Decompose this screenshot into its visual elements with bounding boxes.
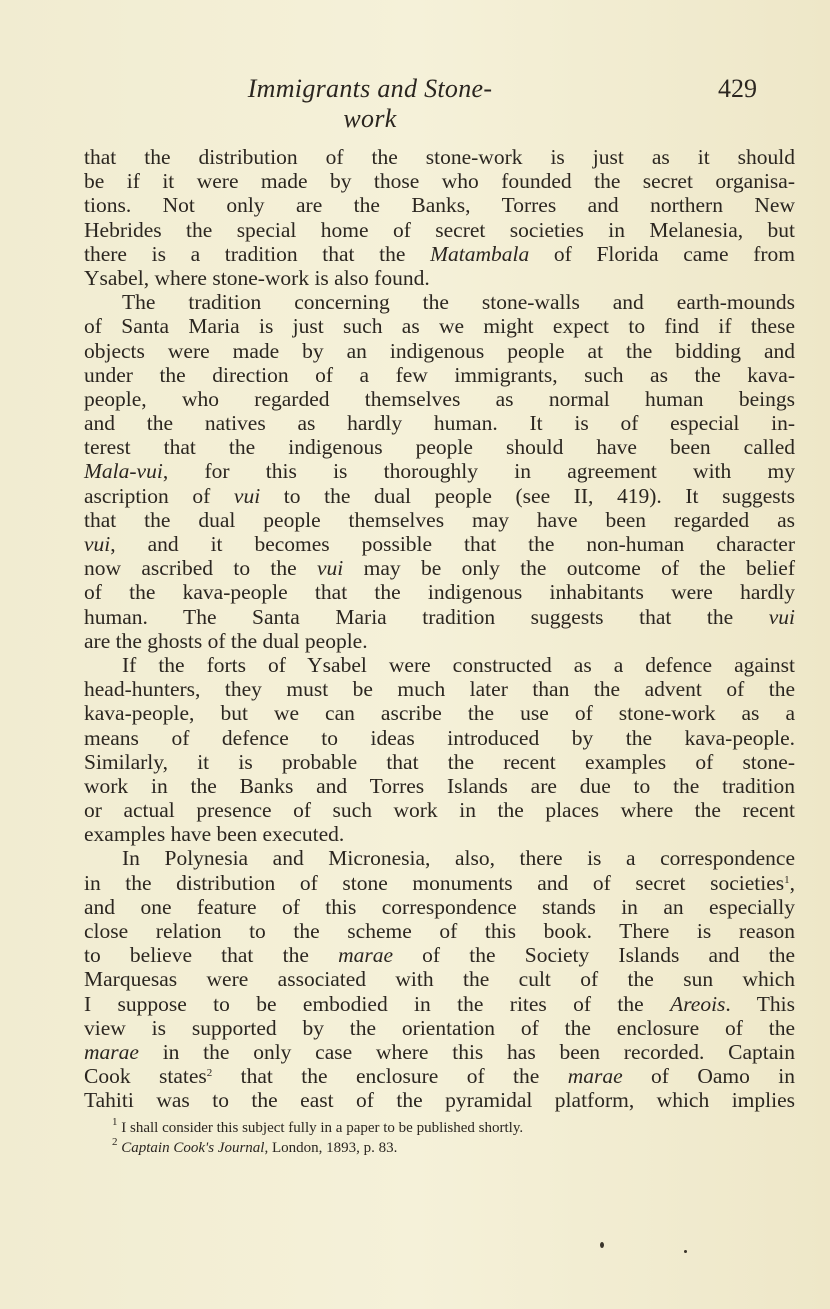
footnote-ref: 1 — [112, 1116, 118, 1128]
text-line — [84, 822, 795, 846]
text-run: in the only case where this has been recorded. Captain — [138, 1039, 795, 1064]
text-line — [84, 677, 795, 701]
italic-text: vui — [233, 483, 261, 508]
text-line — [84, 629, 795, 653]
text-run: that the distribution of the stone-work is just as it should — [84, 145, 795, 169]
text-line — [84, 218, 795, 242]
text-line — [84, 580, 795, 604]
footnotes — [112, 1118, 732, 1158]
italic-text: marae — [84, 1039, 139, 1064]
text-run: under the direction of a few immigrants, such as the kava- — [84, 362, 795, 387]
footnote — [112, 1118, 732, 1138]
page-number: 429 — [718, 74, 757, 103]
text-run: examples have been executed. — [84, 822, 345, 847]
text-line — [84, 1040, 795, 1064]
text-run: work in the Banks and Torres Islands are due to the tradition — [84, 773, 795, 798]
text-run: I suppose to be embodied in the rites of the — [84, 991, 671, 1016]
text-line — [84, 556, 795, 580]
text-run: people, who regarded themselves as normal human beings — [84, 386, 795, 411]
scan-speck — [600, 1242, 604, 1248]
text-run: kava-people, but we can ascribe the use of stone-work as a — [84, 701, 795, 726]
text-run: in the distribution of stone monuments and of secret societies — [84, 870, 785, 895]
text-run: Marquesas were associated with the cult of the sun which — [84, 967, 795, 992]
text-run: human. The Santa Maria tradition suggests that the — [84, 604, 769, 629]
text-run: that the dual people themselves may have been regarded as — [84, 507, 795, 532]
body-text — [84, 145, 795, 1113]
text-line — [84, 992, 795, 1016]
text-run: means of defence to ideas introduced by the kava-people. — [84, 725, 795, 750]
text-run: Hebrides the special home of secret societies in Melanesia, but — [84, 217, 795, 242]
text-line — [84, 532, 795, 556]
text-run: , for this is thoroughly in agreement with my — [162, 459, 795, 484]
text-line — [84, 701, 795, 725]
text-run: of Oamo in — [622, 1064, 796, 1089]
text-line — [84, 653, 795, 677]
text-line — [84, 387, 795, 411]
text-run: Tahiti was to the east of the pyramidal platform, which implies — [84, 1088, 795, 1113]
running-title: Immigrants and Stone-work — [247, 74, 493, 133]
text-line — [84, 750, 795, 774]
footnote-ref: 2 — [112, 1136, 118, 1148]
text-line — [84, 411, 795, 435]
text-run: head-hunters, they must be much later than the advent of the — [84, 677, 795, 702]
text-run: to the dual people (see II, 419). It suggests — [260, 483, 796, 508]
italic-text: Mala-vui — [84, 459, 163, 484]
text-run: If the forts of Ysabel were constructed as a defence against — [122, 652, 795, 677]
text-line — [84, 290, 795, 314]
text-line — [84, 314, 795, 338]
text-run: close relation to the scheme of this book. There is reason — [84, 919, 795, 943]
text-line — [84, 459, 795, 483]
text-run: I shall consider this subject fully in a paper to be published shortly. — [117, 1120, 524, 1136]
text-line — [84, 508, 795, 532]
text-run: terest that the indigenous people should have been called — [84, 435, 795, 460]
text-run: of the kava-people that the indigenous inhabitants were hardly — [84, 580, 795, 605]
text-run: Cook states — [84, 1064, 207, 1089]
text-line — [84, 895, 795, 919]
text-line — [84, 726, 795, 750]
text-run: Similarly, it is probable that the recent examples of stone- — [84, 749, 795, 774]
text-line — [84, 1016, 795, 1040]
italic-text: Matambala — [430, 241, 530, 266]
italic-text: marae — [338, 943, 393, 968]
text-run: view is supported by the orientation of the enclosure of the — [84, 1015, 795, 1040]
text-line — [84, 435, 795, 459]
italic-text: marae — [567, 1064, 623, 1089]
text-run: now ascribed to the — [84, 556, 318, 581]
text-run: may be only the outcome of the belief — [343, 556, 795, 581]
text-line — [84, 798, 795, 822]
text-line — [84, 339, 795, 363]
text-line — [84, 1064, 795, 1088]
text-run: be if it were made by those who founded the secret organisa- — [84, 169, 795, 194]
italic-text: Captain Cook's Journal — [121, 1140, 265, 1156]
text-line — [84, 1088, 795, 1112]
text-line — [84, 145, 795, 169]
text-run: , and it becomes possible that the non-human character — [110, 532, 795, 556]
text-run: ascription of — [84, 483, 234, 508]
text-run: tions. Not only are the Banks, Torres and northern New — [84, 193, 795, 218]
text-run: there is a tradition that the — [84, 241, 431, 266]
italic-text: Areois — [670, 991, 726, 1016]
italic-text: vui — [317, 556, 344, 581]
text-run: and the natives as hardly human. It is of especial in- — [84, 411, 795, 436]
text-line — [84, 774, 795, 798]
text-line — [84, 846, 795, 870]
text-line — [84, 919, 795, 943]
text-line — [84, 266, 795, 290]
text-run: to believe that the — [84, 943, 339, 968]
text-line — [84, 169, 795, 193]
italic-text: vui — [768, 604, 795, 629]
text-line — [84, 605, 795, 629]
text-run: and one feature of this correspondence stands in an especially — [84, 894, 795, 919]
text-line — [84, 871, 795, 895]
text-run: are the ghosts of the dual people. — [84, 628, 368, 653]
text-line — [84, 943, 795, 967]
text-run: Ysabel, where stone-work is also found. — [84, 265, 430, 290]
text-run: In Polynesia and Micronesia, also, there is a correspondence — [122, 846, 795, 871]
footnote-ref: 2 — [206, 1067, 213, 1080]
text-run: objects were made by an indigenous people at the bidding and — [84, 338, 795, 363]
text-run: , London, 1893, p. 83. — [264, 1140, 398, 1156]
text-run: of Santa Maria is just such as we might expect to find if these — [84, 314, 795, 339]
italic-text: vui — [84, 532, 111, 556]
text-run: , — [789, 870, 795, 895]
text-line — [84, 193, 795, 217]
text-line — [84, 242, 795, 266]
text-run: The tradition concerning the stone-walls and earth-mounds — [122, 290, 795, 315]
footnote — [112, 1138, 732, 1158]
text-line — [84, 484, 795, 508]
text-line — [84, 363, 795, 387]
text-run: . This — [725, 991, 795, 1016]
text-run: of the Society Islands and the — [393, 943, 795, 968]
text-run: or actual presence of such work in the places where the recent — [84, 798, 795, 823]
text-line — [84, 967, 795, 991]
footnote-ref: 1 — [784, 873, 790, 886]
text-run: of Florida came from — [529, 241, 795, 266]
scan-speck — [684, 1250, 687, 1253]
text-run: that the enclosure of the — [212, 1064, 568, 1089]
